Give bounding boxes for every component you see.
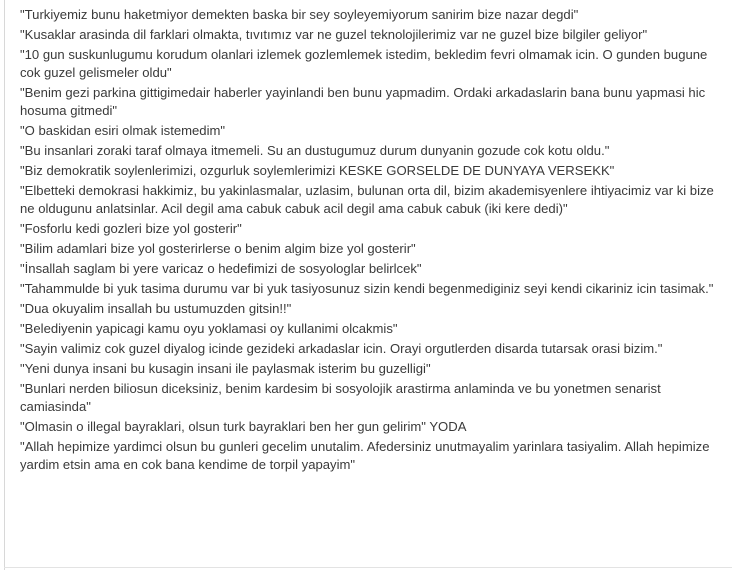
quote-item: "Olmasin o illegal bayraklari, olsun turk bayraklari ben her gun gelirim" YODA — [20, 419, 467, 434]
quote-item: "Sayin valimiz cok guzel diyalog icinde gezideki arkadaslar icin. Orayi orgutlerden disarda tutarsak orasi bizim." — [20, 341, 663, 356]
quote-item: "Elbetteki demokrasi hakkimiz, bu yakinlasmalar, uzlasim, bulunan orta dil, bizim akademisyenlere ihtiyacimiz var ki bize ne oldugunu anlatsinlar. Acil degil ama cabuk cabuk acil degil ama cabuk cabuk (iki kere dedi)" — [20, 183, 714, 216]
quote-item: "Bunlari nerden biliosun diceksiniz, benim kardesim bi sosyolojik arastirma anlaminda ve bu yonetmen senarist camiasinda" — [20, 381, 661, 414]
quote-item: "Yeni dunya insani bu kusagin insani ile paylasmak isterim bu guzelligi" — [20, 361, 431, 376]
quote-item: "Kusaklar arasinda dil farklari olmakta, tıvıtımız var ne guzel teknolojilerimiz var ne guzel bize bilgiler geliyor" — [20, 27, 648, 42]
bottom-border — [4, 567, 732, 568]
quote-item: "Turkiyemiz bunu haketmiyor demekten baska bir sey soyleyemiyorum sanirim bize nazar degdi" — [20, 7, 579, 22]
quote-item: "Belediyenin yapicagi kamu oyu yoklamasi oy kullanimi olcakmis" — [20, 321, 398, 336]
quote-item: "Fosforlu kedi gozleri bize yol gosterir" — [20, 221, 242, 236]
quote-item: "Bilim adamlari bize yol gosterirlerse o benim algim bize yol gosterir" — [20, 241, 416, 256]
quote-list — [20, 6, 720, 476]
left-border — [4, 0, 5, 570]
quote-item: "Benim gezi parkina gittigimedair haberler yayinlandi ben bunu yapmadim. Ordaki arkadaslarin bana bunu yapmasi hic hosuma gitmedi" — [20, 85, 706, 118]
quote-item: "Allah hepimize yardimci olsun bu gunleri gecelim unutalim. Afedersiniz unutmayalim yarinlara tasiyalim. Allah hepimize yardim etsin ama en cok bana kendime de torpil yapayim" — [20, 439, 710, 472]
quote-item: "Tahammulde bi yuk tasima durumu var bi yuk tasiyosunuz sizin kendi begenmediginiz seyi kendi cikariniz icin tasimak." — [20, 281, 714, 296]
quote-item: "O baskidan esiri olmak istemedim" — [20, 123, 226, 138]
quote-item: "İnsallah saglam bi yere varicaz o hedefimizi de sosyologlar belirlcek" — [20, 261, 422, 276]
quote-item: "10 gun suskunlugumu korudum olanlari izlemek gozlemlemek istedim, bekledim fevri olmamak icin. O gunden bugune cok guzel gelismeler oldu" — [20, 47, 708, 80]
quote-item: "Biz demokratik soylenlerimizi, ozgurluk soylemlerimizi KESKE GORSELDE DE DUNYAYA VERSEKK" — [20, 163, 615, 178]
quote-item: "Bu insanlari zoraki taraf olmaya itmemeli. Su an dustugumuz durum dunyanin gozude cok kotu oldu." — [20, 143, 610, 158]
quote-item: "Dua okuyalim insallah bu ustumuzden gitsin!!" — [20, 301, 292, 316]
